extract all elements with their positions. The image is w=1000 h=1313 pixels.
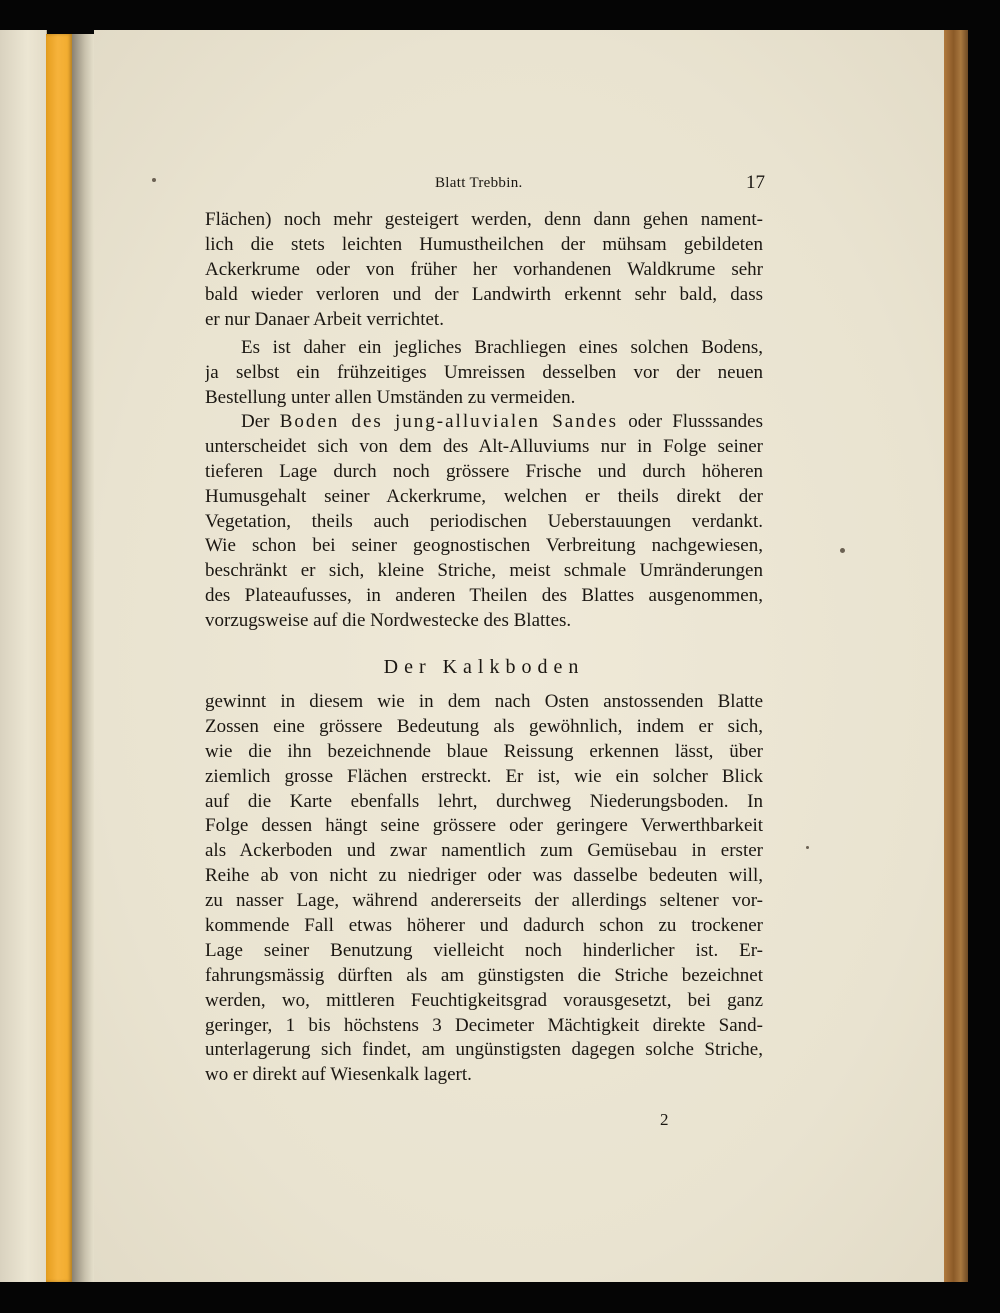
text-line: Reihe ab von nicht zu niedriger oder was dasselbe bedeuten will, bbox=[205, 865, 763, 887]
section-heading: Der Kalkboden bbox=[383, 656, 585, 678]
page-gutter bbox=[72, 34, 94, 1282]
text-line: Zossen eine grössere Bedeutung als gewöhnlich, indem er sich, bbox=[205, 715, 763, 737]
text-line: zu nasser Lage, während andererseits der allerdings seltener vor- bbox=[205, 890, 763, 912]
text-line: Humusgehalt seiner Ackerkrume, welchen er theils direkt der bbox=[205, 485, 763, 507]
signature-mark: 2 bbox=[660, 1110, 669, 1129]
text-line: ja selbst ein frühzeitiges Umreissen desselben vor der neuen bbox=[205, 361, 763, 383]
text-line: Es ist daher ein jegliches Brachliegen eines solchen Bodens, bbox=[241, 337, 763, 358]
text-line-with-spaced-term bbox=[205, 410, 763, 435]
lead-word: Der bbox=[241, 411, 270, 432]
text-line: fahrungsmässig dürften als am günstigsten die Striche bezeichnet bbox=[205, 964, 763, 986]
text-line: auf die Karte ebenfalls lehrt, durchweg Niederungsboden. In bbox=[205, 790, 763, 812]
text-line: kommende Fall etwas höherer und dadurch schon zu trockener bbox=[205, 915, 763, 937]
text-line: Vegetation, theils auch periodischen Ueberstauungen verdankt. bbox=[205, 510, 763, 532]
previous-page-edge bbox=[0, 30, 47, 1282]
text-line: Ackerkrume oder von früher her vorhandenen Waldkrume sehr bbox=[205, 258, 763, 280]
text-line: unterscheidet sich von dem des Alt-Alluviums nur in Folge seiner bbox=[205, 435, 763, 457]
text-line: gewinnt in diesem wie in dem nach Osten anstossenden Blatte bbox=[205, 691, 763, 712]
spaced-emphasis: Boden des jung-alluvialen Sandes bbox=[279, 411, 619, 432]
text-line: des Plateaufusses, in anderen Theilen des Blattes ausgenommen, bbox=[205, 585, 763, 607]
text-line: er nur Danaer Arbeit verrichtet. bbox=[205, 308, 444, 330]
paragraph-2 bbox=[205, 336, 763, 411]
text-line: Flächen) noch mehr gesteigert werden, denn dann gehen nament- bbox=[205, 209, 763, 230]
text-line: beschränkt er sich, kleine Striche, meist schmale Umränderungen bbox=[205, 560, 763, 582]
running-header bbox=[205, 172, 765, 196]
running-title: Blatt Trebbin. bbox=[435, 175, 523, 191]
paper-speck bbox=[806, 846, 809, 849]
text-line: als Ackerboden und zwar namentlich zum Gemüsebau in erster bbox=[205, 840, 763, 862]
text-line: werden, wo, mittleren Feuchtigkeitsgrad vorausgesetzt, bei ganz bbox=[205, 989, 763, 1011]
text-line: Bestellung unter allen Umständen zu vermeiden. bbox=[205, 386, 576, 408]
paragraph-4 bbox=[205, 690, 763, 1088]
text-line: wie die ihn bezeichnende blaue Reissung erkennen lässt, über bbox=[205, 740, 763, 762]
text-line: tieferen Lage durch noch grössere Frische und durch höheren bbox=[205, 460, 763, 482]
text-line: Wie schon bei seiner geognostischen Verbreitung nachgewiesen, bbox=[205, 535, 763, 557]
page-number: 17 bbox=[746, 172, 765, 193]
right-page-edge bbox=[944, 30, 968, 1282]
text-line: unterlagerung sich findet, am ungünstigsten dagegen solche Striche, bbox=[205, 1039, 763, 1061]
paragraph-3 bbox=[205, 410, 763, 634]
text-line: vorzugsweise auf die Nordwestecke des Blattes. bbox=[205, 610, 572, 632]
paper-speck bbox=[840, 548, 845, 553]
paragraph-1 bbox=[205, 208, 763, 332]
text-line: ziemlich grosse Flächen erstreckt. Er ist, wie ein solcher Blick bbox=[205, 765, 763, 787]
text-line: bald wieder verloren und der Landwirth erkennt sehr bald, dass bbox=[205, 283, 763, 305]
text-line: Lage seiner Benutzung vielleicht noch hinderlicher ist. Er- bbox=[205, 939, 763, 961]
text-line: lich die stets leichten Humustheilchen der mühsam gebildeten bbox=[205, 233, 763, 255]
paper-speck bbox=[152, 178, 156, 182]
text-line: wo er direkt auf Wiesenkalk lagert. bbox=[205, 1064, 472, 1086]
orange-binding-strip bbox=[46, 34, 72, 1282]
text-line: Folge dessen hängt seine grössere oder geringere Verwerthbarkeit bbox=[205, 815, 763, 837]
tail-words: oder Flusssandes bbox=[628, 411, 763, 432]
text-line: geringer, 1 bis höchstens 3 Decimeter Mächtigkeit direkte Sand- bbox=[205, 1014, 763, 1036]
